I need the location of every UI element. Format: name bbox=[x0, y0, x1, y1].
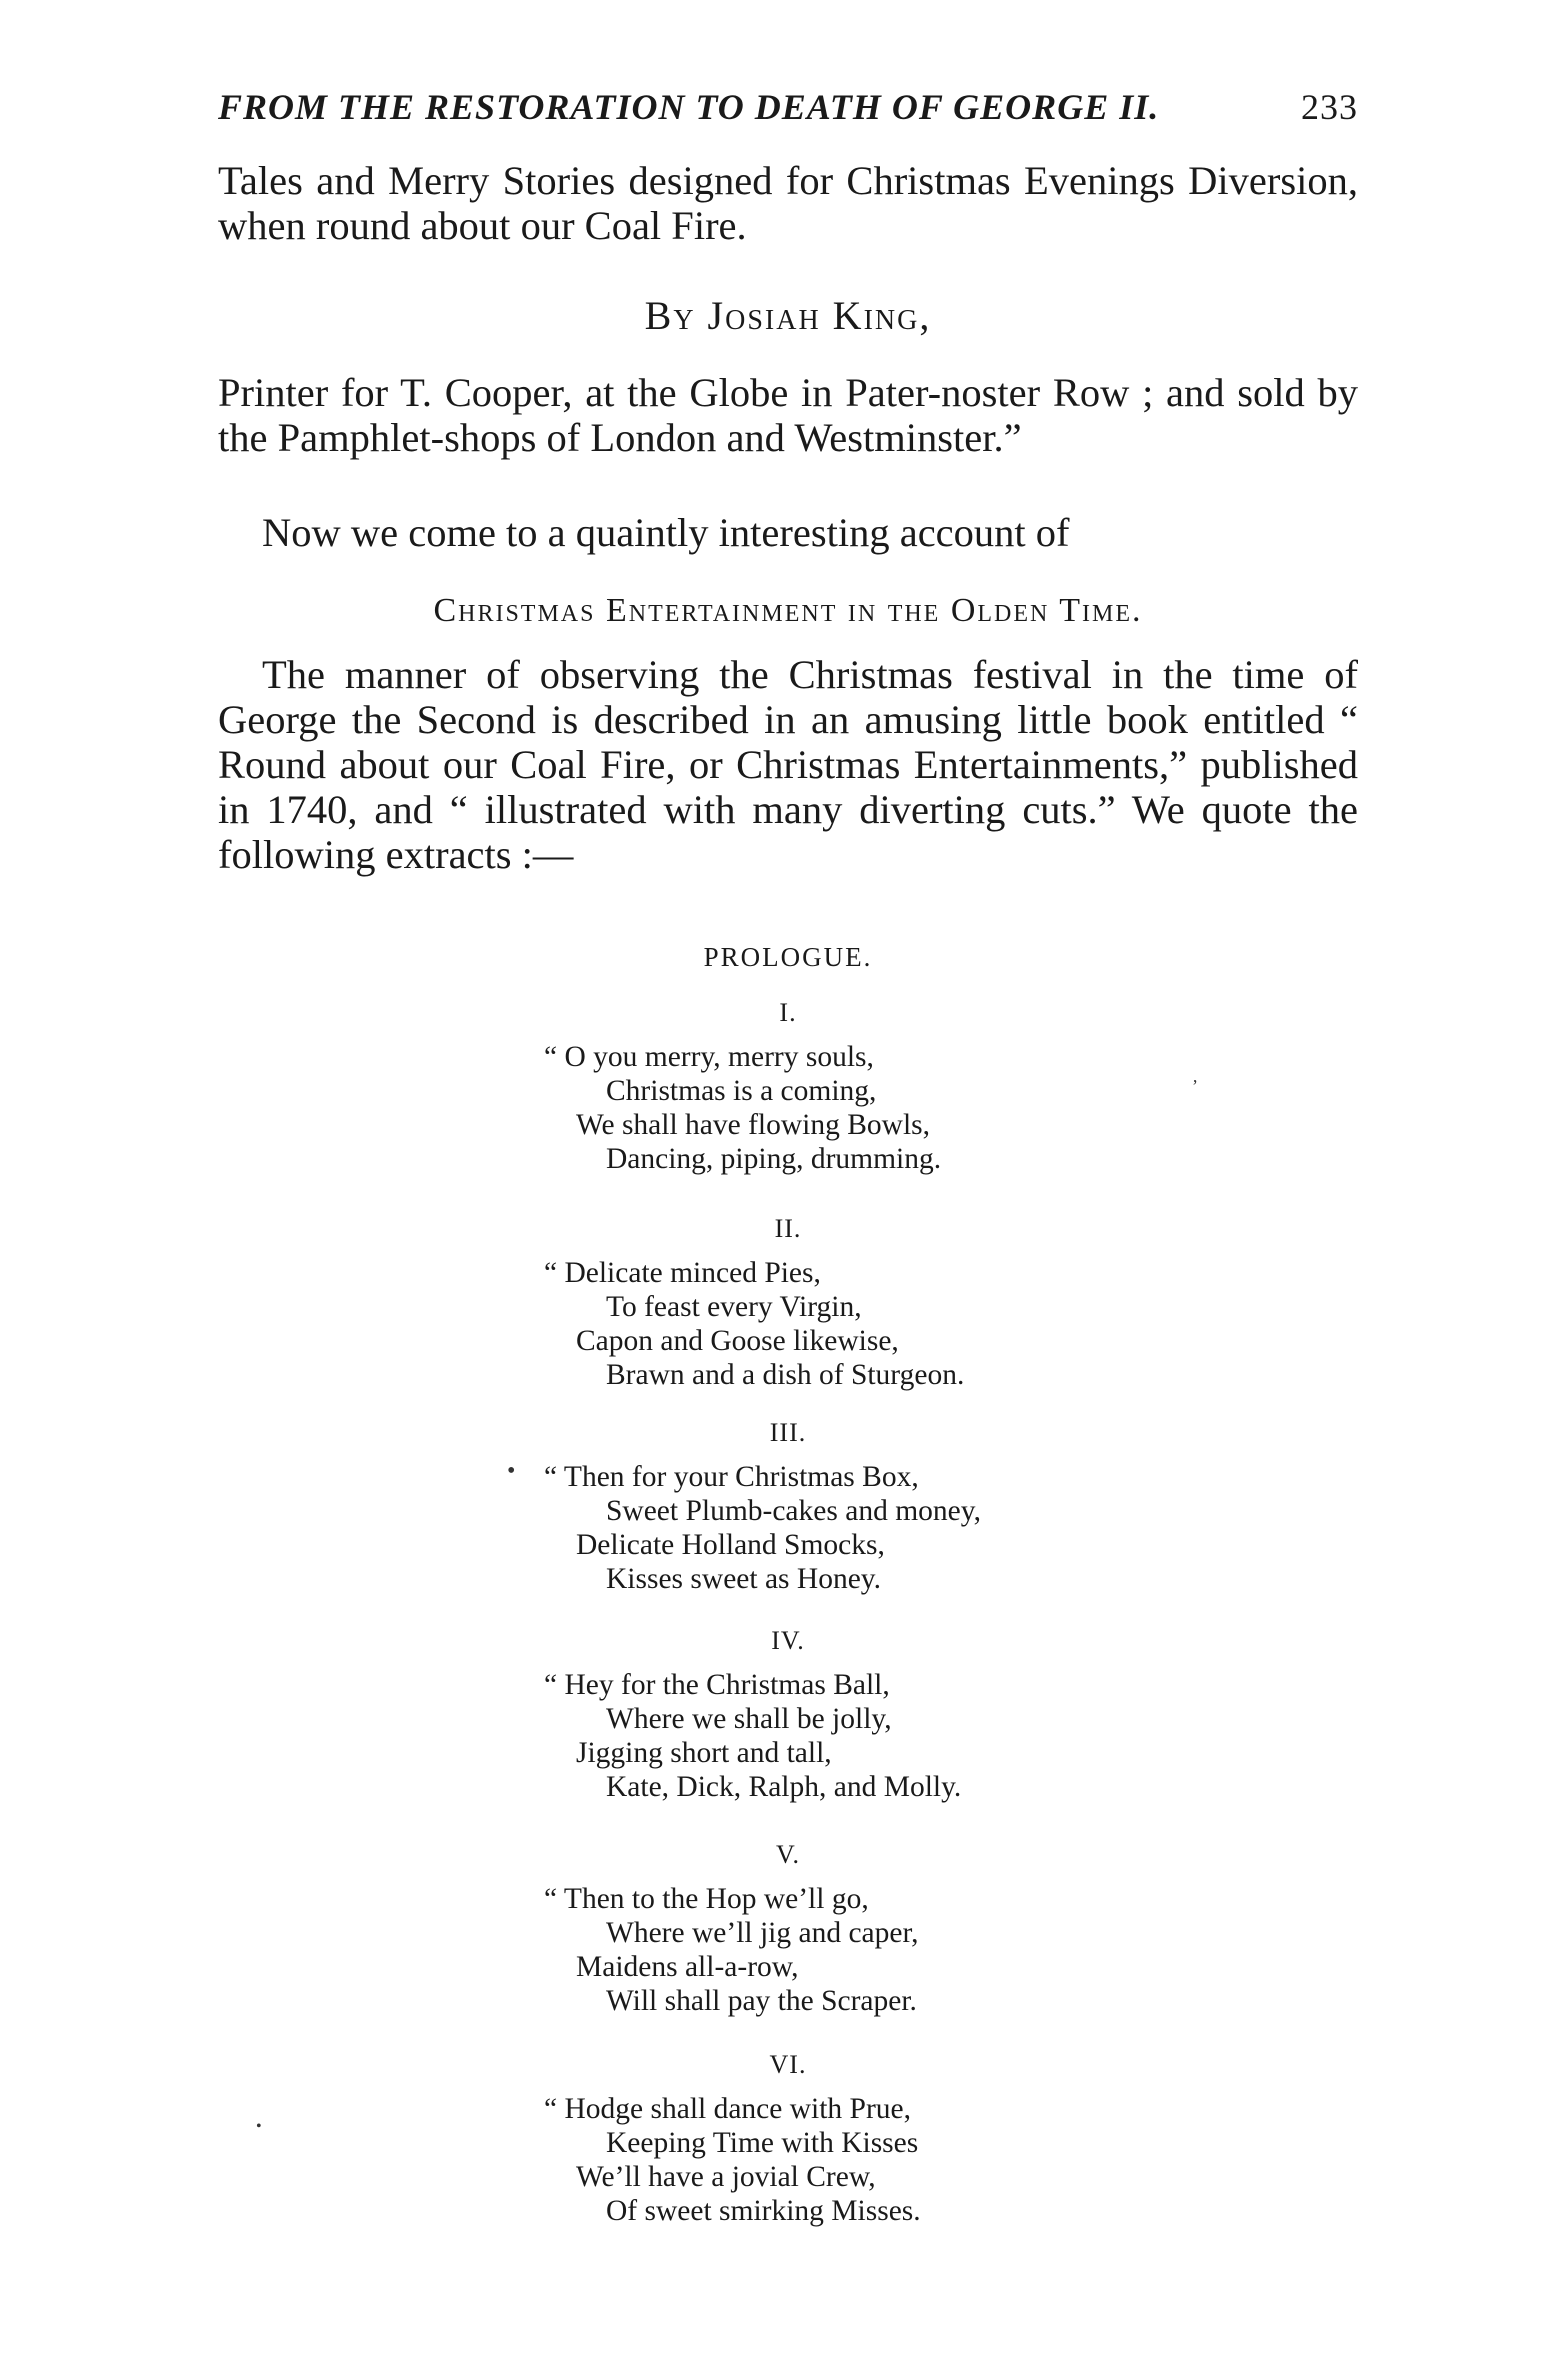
byline bbox=[218, 292, 1358, 339]
transition-text: Now we come to a quaintly interesting account of bbox=[262, 510, 1070, 555]
verse-line: To feast every Virgin, bbox=[606, 1291, 862, 1323]
verse-line: Jigging short and tall, bbox=[576, 1737, 832, 1769]
verse-line: Kisses sweet as Honey. bbox=[606, 1563, 882, 1595]
verse-line: Will shall pay the Scraper. bbox=[606, 1985, 917, 2017]
page-number: 233 bbox=[1301, 87, 1358, 127]
verse-line: Where we’ll jig and caper, bbox=[606, 1917, 919, 1949]
poem-title: PROLOGUE. bbox=[703, 942, 873, 972]
print-speck: • bbox=[256, 2118, 262, 2135]
stanza-1 bbox=[544, 1040, 1104, 1176]
stanza-5 bbox=[544, 1882, 1104, 2018]
stanza-3 bbox=[544, 1460, 1104, 1596]
print-speck: ’ bbox=[1192, 1076, 1198, 1096]
stanza-number: I. bbox=[779, 998, 797, 1027]
intro-text bbox=[218, 158, 1358, 248]
stanza-number: III. bbox=[769, 1418, 807, 1447]
section-heading bbox=[218, 592, 1358, 630]
verse-line: “ O you merry, merry souls, bbox=[544, 1041, 874, 1073]
stanza-4 bbox=[544, 1668, 1104, 1804]
verse-line: We shall have flowing Bowls, bbox=[576, 1109, 931, 1141]
stanza-number: IV. bbox=[771, 1626, 805, 1655]
verse-line: Maidens all-a-row, bbox=[576, 1951, 799, 1983]
imprint bbox=[218, 370, 1358, 460]
verse-line: “ Delicate minced Pies, bbox=[544, 1257, 821, 1289]
body-paragraph bbox=[218, 652, 1358, 877]
verse-line: Dancing, piping, drumming. bbox=[606, 1143, 942, 1175]
verse-line: Where we shall be jolly, bbox=[606, 1703, 892, 1735]
stanza-number: V. bbox=[776, 1840, 800, 1869]
verse-line: Delicate Holland Smocks, bbox=[576, 1529, 885, 1561]
print-speck: • bbox=[507, 1458, 516, 1484]
running-head bbox=[218, 86, 1358, 128]
verse-line: Brawn and a dish of Sturgeon. bbox=[606, 1359, 965, 1391]
stanza-2 bbox=[544, 1256, 1104, 1392]
intro-lines: Tales and Merry Stories designed for Christmas Evenings Diversion, when round about our Coal Fire. bbox=[218, 158, 1358, 248]
verse-line: Sweet Plumb-cakes and money, bbox=[606, 1495, 981, 1527]
verse-line: We’ll have a jovial Crew, bbox=[576, 2161, 876, 2193]
imprint-text: Printer for T. Cooper, at the Globe in Pater-noster Row ; and sold by the Pamphlet-shops of London and Westminster.” bbox=[218, 370, 1358, 460]
verse-line: Christmas is a coming, bbox=[606, 1075, 877, 1107]
stanza-number: II. bbox=[774, 1214, 802, 1243]
verse-line: “ Hey for the Christmas Ball, bbox=[544, 1669, 890, 1701]
verse-line: “ Hodge shall dance with Prue, bbox=[544, 2093, 912, 2125]
verse-line: Of sweet smirking Misses. bbox=[606, 2195, 921, 2227]
verse-line: “ Then to the Hop we’ll go, bbox=[544, 1883, 869, 1915]
body-paragraph-text: The manner of observing the Christmas festival in the time of George the Second is described in an amusing little book entitled “ Round about our Coal Fire, or Christmas Entertainments,” published in 1740, and “ illustrated with many diverting cuts.” We quote the following extracts :— bbox=[218, 652, 1358, 877]
verse-line: Capon and Goose likewise, bbox=[576, 1325, 899, 1357]
running-title: FROM THE RESTORATION TO DEATH OF GEORGE II. bbox=[218, 87, 1160, 127]
verse-line: Kate, Dick, Ralph, and Molly. bbox=[606, 1771, 962, 1803]
section-heading-text: Christmas Entertainment in the Olden Time. bbox=[433, 592, 1143, 629]
stanza-number: VI. bbox=[769, 2050, 807, 2079]
transition-paragraph bbox=[218, 510, 1358, 555]
byline-text: By Josiah King, bbox=[644, 293, 932, 338]
stanza-6 bbox=[544, 2092, 1104, 2228]
verse-line: Keeping Time with Kisses bbox=[606, 2127, 919, 2159]
verse-line: “ Then for your Christmas Box, bbox=[544, 1461, 919, 1493]
